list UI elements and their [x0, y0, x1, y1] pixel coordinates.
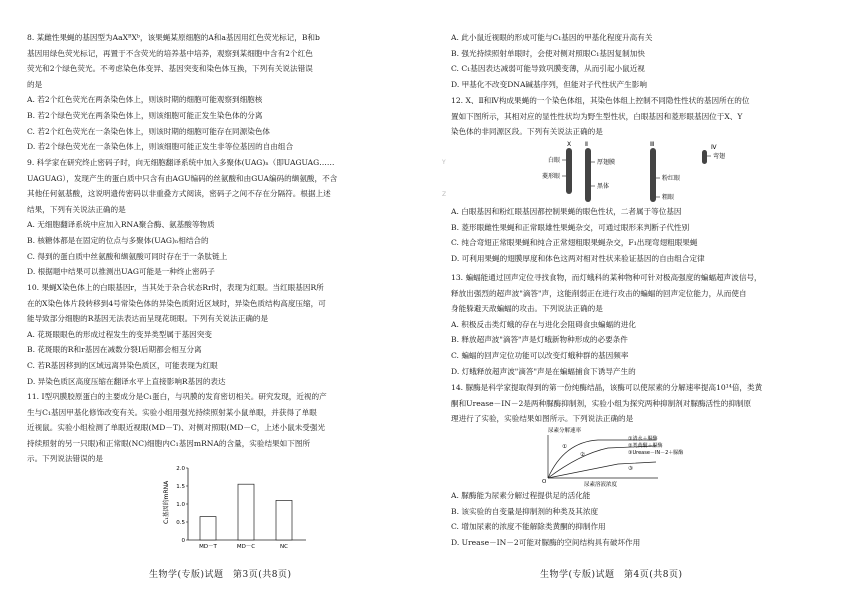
q11-chart-yticks	[176, 466, 188, 544]
q9-option-d: D. 根据题中结果可以推测出UAG可能是一种终止密码子	[27, 267, 215, 277]
q8-stem-3: 荧光和2个绿色荧光。不考虑染色体变异、基因突变和染色体互换，下列有关说法错误	[27, 64, 313, 74]
q10-option-d: D. 异染色质区高度压缩在翻译水平上直接影响R基因的表达	[27, 376, 226, 386]
q11-option-c: C. C₁基因表达减弱可能导致巩膜变薄，从而引起小鼠近视	[451, 64, 645, 74]
question-13	[440, 270, 840, 379]
question-11	[16, 389, 416, 467]
q11-chart-ylabel: C₁基因的mRNA	[163, 480, 170, 524]
q12-stem-3: 染色体的非同源区段。下列有关说法正确的是	[451, 127, 603, 137]
q9-stem-4: 结果，下列有关说法正确的是	[27, 204, 126, 214]
q8-stem-1: 8. 某雌性果蝇的基因型为AaXᴮXᵇ，该果蝇某原细胞的A和a基因用红色荧光标记，B和b	[27, 33, 320, 42]
question-11-options	[440, 30, 840, 92]
gene-white-eye: 白眼	[547, 157, 560, 164]
q12-stem-1: 12. X、Ⅱ和Ⅳ构成果蝇的一个染色体组，其染色体组上控制不同隐性性状的基因所在的位	[451, 96, 750, 105]
q8-option-c: C. 若2个红色荧光在一条染色体上，则该时期的细胞可能存在同源染色体	[27, 126, 271, 136]
q11-ytick-label: 1.0	[176, 502, 185, 508]
legend-2: ②类黄酮＋脲酶	[628, 443, 663, 449]
gene-diamond-eye: 菱形眼	[541, 173, 560, 180]
q14-stem-2: 酮和Urease－IN－2是两种脲酶抑制剂，实验小组为探究两种抑制剂对脲酶活性的抑制原	[451, 398, 752, 408]
q11-option-a: A. 此小鼠近视眼的形成可能与C₁基因的甲基化程度升高有关	[451, 33, 653, 42]
gene-thick-wing: 厚翅膜	[597, 159, 616, 166]
q11-bar	[238, 484, 254, 540]
chrom-4-label: Ⅳ	[711, 144, 717, 151]
q11-stem-3: 近视鼠。实验小组检测了单眼近视眼(MD－T)、对侧对照眼(MD－C，上述小鼠未受强光	[27, 423, 326, 433]
q10-option-a: A. 花斑眼眼色的形成过程发生的变异类型属于基因突变	[27, 329, 212, 339]
q9-stem-1: 9. 科学家在研究终止密码子时，向无细胞翻译系统中加入多聚体(UAG)ₙ（即UAGUAG……	[27, 158, 335, 167]
curve-label-1: ①	[562, 444, 567, 450]
q11-bar-label: MD－T	[199, 544, 217, 550]
q14-option-c: C. 增加尿素的浓度不能解除类黄酮的抑制作用	[451, 522, 606, 532]
question-10	[16, 280, 416, 389]
q14-chart-origin: O	[542, 479, 547, 485]
q11-option-d: D. 甲基化不改变DNA碱基序列，但能对子代性状产生影响	[451, 79, 647, 89]
q11-stem-4: 持续照射的另一只眼)和正常眼(NC)细胞内C₁基因mRNA的含量，实验结果如下图所	[27, 438, 311, 448]
q11-stem-5: 示。下列说法错误的是	[27, 454, 103, 464]
faded-label-1: Y	[442, 159, 446, 166]
curve-label-3: ③	[628, 466, 633, 472]
q14-stem-3: 理进行了实验，实验结果如图所示。下列说法正确的是	[451, 414, 634, 424]
chrom-2-label: Ⅱ	[585, 141, 588, 148]
q12-option-b: B. 菱形眼雌性果蝇和正常眼雄性果蝇杂交，可通过眼形来判断子代性别	[451, 222, 690, 232]
question-9	[16, 155, 416, 280]
q14-option-b: B. 该实验的自变量是抑制剂的种类及其浓度	[451, 506, 599, 516]
q11-ytick-label: 0.5	[176, 520, 185, 526]
q9-stem-2: UAGUAG），发现产生的蛋白质中只含有由AGU编码的丝氨酸和由GUA编码的缬氨酸，不含	[27, 173, 338, 183]
gene-black-body: 黑体	[597, 183, 610, 190]
q8-option-b: B. 若2个绿色荧光在两条染色体上，则该细胞可能正发生染色体的分离	[27, 110, 263, 120]
q8-stem-2: 基因用绿色荧光标记，再置于不含荧光的培养基中培养，观察到某细胞中含有2个红色	[27, 48, 313, 58]
q9-option-c: C. 得到的蛋白质中丝氨酸和缬氨酸可同时存在于一条肽链上	[27, 251, 228, 261]
q10-option-c: C. 若R基因移到的区域远离异染色质区，可能表现为红眼	[27, 360, 218, 370]
q10-stem-3: 能导致部分细胞的R基因无法表达而呈现花斑眼。下列有关说法正确的是	[27, 314, 269, 324]
chrom-x	[566, 148, 572, 194]
q13-option-b: B. 释放超声波"滴答"声是灯蛾新物种形成的必要条件	[451, 335, 628, 345]
gene-pink-eye: 粉红眼	[662, 175, 681, 182]
q10-option-b: B. 花斑眼的R和r基因在减数分裂Ⅰ后期都会相互分离	[27, 345, 202, 355]
q11-bar-chart	[156, 462, 316, 552]
q11-stem-2: 生与C₁基因甲基化修饰改变有关。实验小组用强光持续照射某小鼠单眼，并获得了单眼	[27, 407, 317, 417]
chrom-3-label: Ⅲ	[650, 141, 655, 148]
q11-chart-xlabels	[199, 544, 288, 550]
gene-rough-eye: 粗眼	[662, 194, 675, 201]
q9-stem-3: 其他任何氨基酸，这说明遗传密码以非重叠方式阅读，密码子之间不存在分隔符。根据上述	[27, 189, 331, 199]
q14-chart-xlabel: 尿素溶液浓度	[584, 482, 618, 488]
q10-stem-2: 在的X染色体片段转移到4号常染色体的异染色质附近区域时，异染色质结构高度压缩，可	[27, 298, 326, 308]
q14-option-a: A. 脲酶能为尿素分解过程提供足的活化能	[451, 491, 591, 500]
q13-stem-1: 13. 蝙蝠能通过回声定位寻找食物，而灯蛾科的某种物种可针对极高强度的蝙蝠超声波信号，	[451, 273, 762, 282]
q11-chart-bars	[200, 484, 292, 540]
chrom-2	[585, 148, 591, 202]
q11-ytick-label: 0	[181, 538, 185, 544]
chrom-3	[650, 148, 656, 202]
right-footer: 生物学(专版)试题 第4页(共8页)	[540, 570, 683, 580]
q12-stem-2: 置如下图所示，其相对应的显性性状均为野生型性状，白眼基因和菱形眼基因位于X、Y	[451, 111, 743, 121]
q13-option-d: D. 灯蛾释放超声波"滴答"声是在蝙蝠捕食下诱导产生的	[451, 366, 636, 376]
gene-curved-wing: 弯翅	[713, 153, 726, 160]
faded-label-2: Z	[442, 191, 447, 198]
q14-curve-chart	[528, 426, 708, 488]
chrom-x-label: X	[567, 141, 572, 148]
curve-3	[548, 462, 656, 478]
question-12	[440, 93, 840, 140]
q13-stem-3: 身能躲避天敌蝙蝠的攻击。下列说法正确的是	[451, 304, 603, 314]
q12-chromosome-diagram	[440, 140, 800, 202]
q9-option-a: A. 无细胞翻译系统中应加入RNA聚合酶、氨基酸等物质	[27, 220, 215, 230]
question-14	[440, 380, 840, 427]
q14-stem-1: 14. 脲酶是科学家提取得到的第一份纯酶结晶，该酶可以使尿素的分解速率提高10¹⁴倍，类黄	[451, 383, 763, 392]
curve-label-2: ②	[580, 452, 585, 458]
q9-option-b: B. 核糖体都是在固定的位点与多聚体(UAG)ₙ相结合的	[27, 235, 209, 245]
q11-bar	[276, 500, 292, 540]
question-12-options	[440, 204, 840, 266]
q8-stem-4: 的是	[27, 79, 43, 89]
q10-stem-1: 10. 果蝇X染色体上的白眼基因r，当其处于杂合状态Rr时，表现为红眼。当红眼基因R所	[27, 283, 324, 292]
q11-stem-1: 11. Ⅰ型巩膜胶原蛋白的主要成分是C₁蛋白，与巩膜的发育密切相关。研究发现，近视的产	[27, 392, 327, 401]
q11-bar-label: MD－C	[236, 544, 256, 550]
q12-option-c: C. 纯合弯翅正常眼果蝇和纯合正常翅粗眼果蝇杂交，F₁出现弯翅粗眼果蝇	[451, 238, 698, 248]
q11-bar-label: NC	[280, 544, 288, 550]
chrom-4	[702, 150, 707, 164]
q12-option-a: A. 白眼基因和粉红眼基因都控制果蝇的眼色性状，二者属于等位基因	[451, 207, 682, 216]
question-8	[16, 30, 416, 155]
q13-option-a: A. 积极反击类灯蛾的存在与进化会阻碍食虫蝙蝠的进化	[451, 319, 636, 329]
legend-3: ③Urease－IN－2＋脲酶	[628, 450, 684, 456]
q12-option-d: D. 可利用果蝇的翅膜厚度和体色这两对相对性状来验证基因的自由组合定律	[451, 253, 705, 263]
question-14-options	[440, 488, 840, 550]
q8-option-d: D. 若2个绿色荧光在一条染色体上，则该细胞可能正发生非等位基因的自由组合	[27, 142, 294, 152]
q8-option-a: A. 若2个红色荧光在两条染色体上，则该时期的细胞可能观察到细胞核	[27, 95, 263, 105]
q11-bar	[200, 517, 216, 540]
q11-option-b: B. 强光持续照射单眼时，会使对侧对照眼C₁基因复制加快	[451, 48, 645, 58]
q14-chart-ylabel: 尿素分解速率	[548, 428, 582, 434]
q14-option-d: D. Urease－IN－2可能对脲酶的空间结构具有破坏作用	[451, 537, 641, 547]
left-footer: 生物学(专版)试题 第3页(共8页)	[149, 570, 292, 580]
q11-ytick-label: 2.0	[176, 466, 185, 472]
q13-option-c: C. 蝙蝠的回声定位功能可以改变灯蛾种群的基因频率	[451, 350, 629, 360]
legend-1: ①清水＋脲酶	[628, 436, 658, 442]
q11-ytick-label: 1.5	[176, 484, 185, 490]
q13-stem-2: 释放出强烈的超声波"滴答"声，这能削弱正在进行攻击的蝙蝠的回声定位能力，从而使自	[451, 288, 747, 298]
